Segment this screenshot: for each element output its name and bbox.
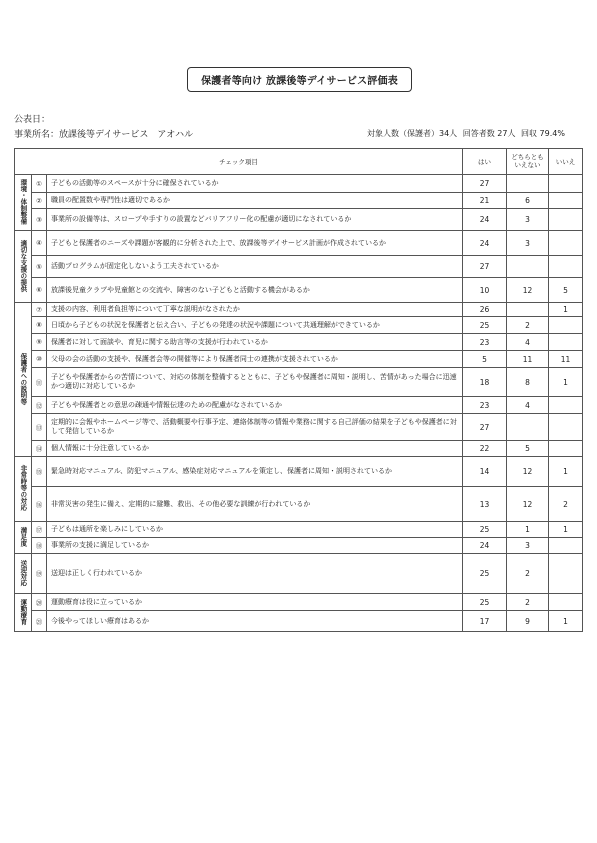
table-row [15,231,583,256]
answer-no-count: 1 [549,611,583,632]
answer-neither-count: 3 [507,538,549,554]
item-number [32,441,47,457]
answer-neither-count [507,175,549,193]
item-number [32,175,47,193]
answer-yes-count: 26 [463,303,507,317]
answer-yes-count: 24 [463,538,507,554]
answer-neither-count: 4 [507,334,549,351]
answer-no-count [549,334,583,351]
item-number-text: ⑥ [36,286,42,294]
answer-no-count: 1 [549,522,583,538]
answer-no-count: 1 [549,368,583,397]
check-item-text: 父母の会の活動の支援や、保護者会等の開催等により保護者同士の連携が支援されているか [47,351,463,368]
item-number-text: ⑮ [35,468,43,476]
answer-yes-count: 14 [463,457,507,487]
answer-no-count [549,256,583,278]
header-check-items: チェック項目 [15,149,463,175]
item-number [32,554,47,594]
response-stats [367,128,565,139]
answer-no-count [549,231,583,256]
item-number [32,351,47,368]
answer-neither-count: 6 [507,193,549,209]
item-number [32,487,47,522]
item-number [32,397,47,414]
answer-yes-count: 25 [463,594,507,611]
answer-no-count [549,554,583,594]
answer-yes-count: 22 [463,441,507,457]
check-item-text: 職員の配置数や専門性は適切であるか [47,193,463,209]
answer-neither-count: 2 [507,594,549,611]
check-item-text: 日頃から子どもの状況を保護者と伝え合い、子どもの発達の状況や課題について共通理解ができているか [47,317,463,334]
check-item-text: 子どもや保護者との意思の疎通や情報伝達のための配慮がなされているか [47,397,463,414]
answer-no-count: 11 [549,351,583,368]
category-label [15,457,32,522]
category-text: 環境・体制整備 [19,178,28,225]
item-number-text: ⑲ [35,570,43,578]
answer-neither-count [507,256,549,278]
answer-neither-count: 8 [507,368,549,397]
answer-no-count [549,397,583,414]
check-item-text: 支援の内容、利用者負担等について丁寧な説明がなされたか [47,303,463,317]
table-row [15,441,583,457]
publication-date-label: 公表日： [14,115,51,125]
category-text: 満足度 [19,526,28,547]
table-row [15,594,583,611]
item-number [32,278,47,303]
item-number-text: ⑨ [36,338,42,346]
table-row [15,303,583,317]
check-item-text: 子どもは通所を楽しみにしているか [47,522,463,538]
table-row [15,175,583,193]
check-item-text: 活動プログラムが固定化しないよう工夫されているか [47,256,463,278]
answer-no-count: 1 [549,303,583,317]
item-number [32,368,47,397]
item-number [32,522,47,538]
item-number-text: ② [36,196,42,205]
item-number-text: ⑯ [35,500,43,509]
item-number-text: ① [36,179,42,188]
table-row [15,538,583,554]
table-row [15,457,583,487]
check-item-text: 個人情報に十分注意しているか [47,441,463,457]
table-row [15,487,583,522]
table-row [15,351,583,368]
item-number [32,256,47,278]
check-item-text: 非常災害の発生に備え、定期的に避難、救出、その他必要な訓練が行われているか [47,487,463,522]
check-item-text: 子どもの活動等のスペースが十分に確保されているか [47,175,463,193]
item-number-text: ⑩ [36,355,42,363]
item-number [32,193,47,209]
answer-yes-count: 21 [463,193,507,209]
office-name: 事業所名：放課後等デイサービス アオハル [14,130,194,140]
item-number [32,594,47,611]
table-row [15,554,583,594]
category-label [15,231,32,303]
table-row [15,209,583,231]
answer-no-count: 1 [549,457,583,487]
table-row [15,193,583,209]
answer-no-count [549,209,583,231]
check-item-text: 子どもと保護者のニーズや課題が客観的に分析された上で、放課後等デイサービス計画が作成されているか [47,231,463,256]
document-title: 保護者等向け 放課後等デイサービス評価表 [187,67,412,92]
item-number [32,457,47,487]
item-number-text: ⑰ [35,526,43,534]
answer-neither-count: 9 [507,611,549,632]
table-row [15,334,583,351]
answer-neither-count: 3 [507,209,549,231]
check-item-text: 子どもや保護者からの苦情について、対応の体制を整備するとともに、子どもや保護者に周知・説明し、苦情があった場合に迅速かつ適切に対応しているか [47,368,463,397]
category-text: 送迎対応 [19,559,28,586]
check-item-text: 事業所の設備等は、スロープや手すりの設置などバリアフリー化の配慮が適切になされているか [47,209,463,231]
answer-yes-count: 10 [463,278,507,303]
answer-neither-count: 1 [507,522,549,538]
check-item-text: 定期的に会報やホームページ等で、活動概要や行事予定、連絡体制等の情報や業務に関する自己評価の結果を子どもや保護者に対して発信しているか [47,414,463,441]
answer-no-count [549,594,583,611]
category-text: 運動療育 [19,598,28,625]
answer-yes-count: 24 [463,209,507,231]
answer-no-count [549,441,583,457]
item-number-text: ⑫ [35,401,43,410]
item-number-text: ⑳ [35,598,43,607]
answer-neither-count: 3 [507,231,549,256]
answer-yes-count: 18 [463,368,507,397]
answer-neither-count: 4 [507,397,549,414]
check-item-text: 運動療育は役に立っているか [47,594,463,611]
table-row [15,522,583,538]
table-row [15,611,583,632]
item-number-text: ⑦ [36,305,42,314]
answer-yes-count: 25 [463,317,507,334]
answer-no-count [549,175,583,193]
check-item-text: 放課後児童クラブや児童館との交流や、障害のない子どもと活動する機会があるか [47,278,463,303]
category-label [15,175,32,231]
answer-neither-count: 2 [507,317,549,334]
answer-neither-count [507,303,549,317]
respondents-count: 対象人数（保護者）34人 [367,129,458,138]
item-number-text: ⑪ [35,378,43,387]
category-label [15,522,32,554]
item-number [32,538,47,554]
answer-yes-count: 13 [463,487,507,522]
answer-neither-count: 12 [507,487,549,522]
category-text: 適切な支援の提供 [19,239,28,292]
answer-yes-count: 27 [463,256,507,278]
item-number [32,334,47,351]
answer-neither-count: 2 [507,554,549,594]
answer-yes-count: 27 [463,175,507,193]
check-item-text: 今後やってほしい療育はあるか [47,611,463,632]
answer-yes-count: 5 [463,351,507,368]
answer-neither-count: 12 [507,457,549,487]
item-number [32,231,47,256]
item-number-text: ⑭ [35,445,43,453]
header-neither: どちらとも いえない [507,149,549,175]
item-number [32,317,47,334]
table-row [15,397,583,414]
table-row [15,368,583,397]
item-number-text: ⑧ [36,321,42,329]
answer-no-count [549,317,583,334]
answer-no-count [549,193,583,209]
table-row [15,256,583,278]
category-label [15,594,32,632]
evaluation-table [14,148,583,632]
table-row [15,317,583,334]
item-number-text: ㉑ [35,617,43,626]
answer-neither-count [507,414,549,441]
item-number [32,414,47,441]
item-number [32,209,47,231]
category-text: 保護者への説明等 [19,352,28,405]
table-row [15,414,583,441]
table-header-row [15,149,583,175]
item-number [32,303,47,317]
table-row [15,278,583,303]
answer-yes-count: 25 [463,522,507,538]
header-yes: はい [463,149,507,175]
check-item-text: 保護者に対して面談や、育児に関する助言等の支援が行われているか [47,334,463,351]
item-number-text: ③ [36,215,42,224]
category-label [15,554,32,594]
item-number [32,611,47,632]
check-item-text: 緊急時対応マニュアル、防犯マニュアル、感染症対応マニュアルを策定し、保護者に周知・説明されているか [47,457,463,487]
item-number-text: ⑱ [35,542,43,550]
answer-no-count [549,538,583,554]
answer-yes-count: 23 [463,397,507,414]
response-rate: 回収 79.4% [521,129,565,138]
answer-neither-count: 12 [507,278,549,303]
answer-yes-count: 25 [463,554,507,594]
answer-neither-count: 5 [507,441,549,457]
answer-no-count [549,414,583,441]
answer-yes-count: 23 [463,334,507,351]
item-number-text: ④ [36,239,42,247]
answer-yes-count: 24 [463,231,507,256]
check-item-text: 送迎は正しく行われているか [47,554,463,594]
answer-yes-count: 17 [463,611,507,632]
header-no: いいえ [549,149,583,175]
answer-yes-count: 27 [463,414,507,441]
category-text: 非常時等の対応 [19,465,28,511]
answered-count: 回答者数 27人 [462,129,516,138]
category-label [15,303,32,457]
answer-neither-count: 11 [507,351,549,368]
item-number-text: ⑬ [35,423,43,432]
answer-no-count: 2 [549,487,583,522]
answer-no-count: 5 [549,278,583,303]
check-item-text: 事業所の支援に満足しているか [47,538,463,554]
item-number-text: ⑤ [36,262,42,271]
